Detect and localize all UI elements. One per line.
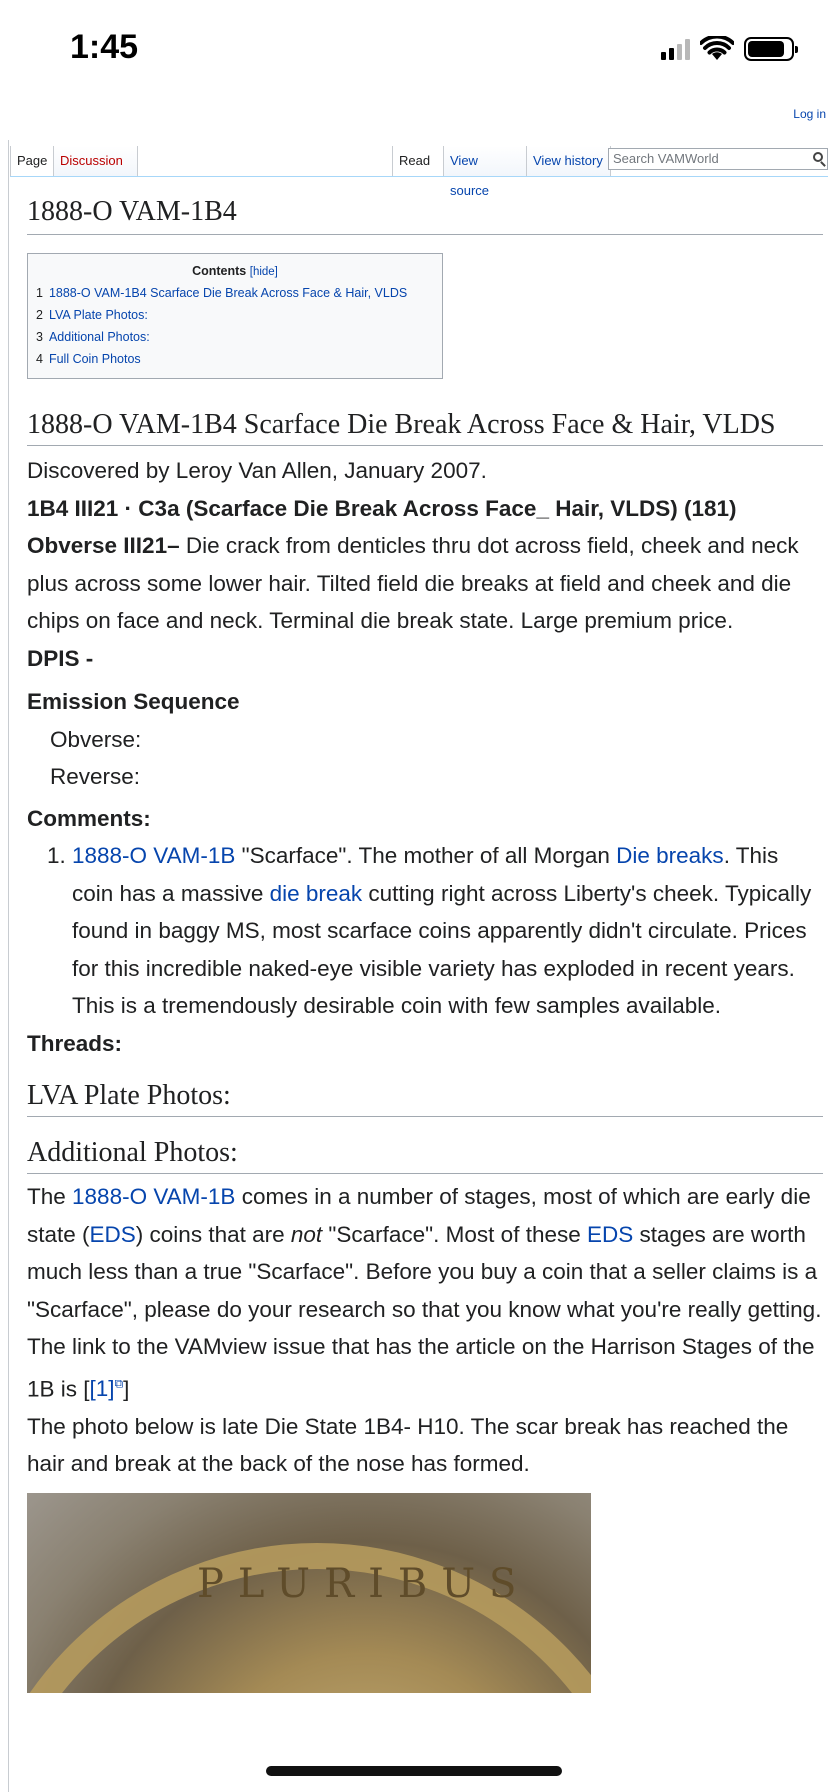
left-rail — [8, 140, 9, 1792]
status-icons — [661, 34, 794, 64]
emission-sequence-label: Emission Sequence — [27, 689, 240, 714]
toc-item-number: 4 — [36, 352, 43, 366]
emission-obverse: Obverse: — [50, 726, 142, 752]
table-of-contents — [27, 253, 443, 379]
link-die-breaks[interactable]: Die breaks — [616, 843, 724, 868]
search-icon[interactable] — [813, 152, 823, 162]
toc-item — [36, 330, 434, 344]
status-bar — [0, 0, 828, 100]
text-span: "Scarface". Most of these — [322, 1221, 587, 1247]
toc-item — [36, 352, 434, 366]
toc-item-link[interactable]: Full Coin Photos — [48, 352, 141, 366]
discovered-text: Discovered by Leroy Van Allen, January 2007. — [27, 458, 487, 483]
toc-item-number: 2 — [36, 308, 43, 322]
toc-item-link[interactable]: LVA Plate Photos: — [48, 308, 148, 322]
tab-discussion[interactable]: Discussion — [54, 146, 138, 176]
section-heading-additional-photos: Additional Photos: — [27, 1135, 823, 1174]
text-span: comes in a number of stages, most of which are early die state ( — [27, 1184, 811, 1247]
tab-page[interactable]: Page — [10, 146, 54, 176]
toc-hide-link[interactable]: [hide] — [249, 266, 278, 278]
comment-item — [72, 837, 823, 1025]
home-indicator[interactable] — [266, 1766, 562, 1776]
text-span: ) coins that are — [135, 1221, 291, 1247]
link-1888-o-vam-1b[interactable]: 1888-O VAM-1B — [72, 1184, 236, 1209]
additional-photos-text — [27, 1178, 823, 1408]
toc-item-number: 1 — [36, 286, 43, 300]
toc-item-number: 3 — [36, 330, 43, 344]
toc-title-text: Contents — [192, 264, 247, 278]
wifi-icon — [700, 36, 734, 62]
tab-underline — [10, 176, 828, 177]
comment-text: . This coin has a massive — [72, 843, 779, 906]
comments-list — [27, 837, 823, 1025]
link-die-break[interactable]: die break — [269, 880, 363, 906]
tab-read[interactable]: Read — [392, 146, 444, 176]
comment-text: cutting right across Liberty's cheek. Typically found in baggy MS, most scarface coins apparently didn't circulate. Prices for this incredible naked-eye visible variety has exploded in recent years. This is a tremendously desirable coin with few samples available. — [72, 880, 812, 1018]
login-link[interactable]: Log in — [793, 107, 826, 121]
obverse-label: Obverse III21– — [27, 533, 180, 558]
status-time: 1:45 — [70, 28, 139, 66]
obverse-description — [27, 527, 823, 640]
battery-icon — [744, 37, 794, 61]
link-eds[interactable]: EDS — [89, 1221, 136, 1247]
coin-lettering: PLURIBUS — [197, 1560, 531, 1607]
dpis-label: DPIS - — [27, 645, 94, 671]
search-input[interactable] — [608, 148, 828, 170]
toc-item — [36, 308, 434, 322]
coin-photo — [27, 1493, 591, 1693]
threads-label: Threads: — [27, 1030, 123, 1056]
emphasis-not: not — [290, 1221, 323, 1247]
emission-reverse: Reverse: — [50, 764, 141, 789]
comments-label: Comments: — [27, 805, 151, 831]
article-content — [27, 186, 823, 1693]
text-span: stages are worth much less than a true "Scarface". Before you buy a coin that a seller claims is a "Scarface", please do your research so that you know what you're really getting. The link to the VAMview issue that has the article on the Harrison Stages of the 1B is [ — [27, 1221, 822, 1401]
designation-text: 1B4 III21 · C3a (Scarface Die Break Across Face_ Hair, VLDS) (181) — [27, 495, 737, 521]
comment-text: "Scarface". The mother of all Morgan — [235, 843, 617, 868]
link-1888-o-vam-1b[interactable]: 1888-O VAM-1B — [72, 843, 236, 868]
link-eds[interactable]: EDS — [587, 1221, 634, 1247]
external-link-1[interactable] — [90, 1376, 124, 1401]
toc-item — [36, 286, 434, 300]
external-link-label: [1] — [89, 1376, 115, 1401]
signal-icon — [661, 38, 690, 60]
text-span: ] — [123, 1376, 130, 1401]
toc-item-link[interactable]: 1888-O VAM-1B4 Scarface Die Break Across Face & Hair, VLDS — [48, 286, 408, 300]
toc-item-link[interactable]: Additional Photos: — [48, 330, 150, 344]
section-heading-scarface: 1888-O VAM-1B4 Scarface Die Break Across Face & Hair, VLDS — [27, 407, 823, 446]
page-title: 1888-O VAM-1B4 — [27, 196, 823, 235]
text-span: The — [27, 1184, 73, 1209]
tab-view-history[interactable]: View history — [527, 146, 611, 176]
section-heading-lva-plate-photos: LVA Plate Photos: — [27, 1078, 823, 1117]
obverse-text: Die crack from denticles thru dot across field, cheek and neck plus across some lower hair. Tilted field die breaks at field and cheek and die chips on face and neck. Terminal die break state. Large premium price. — [27, 533, 799, 633]
photo-caption-text: The photo below is late Die State 1B4- H10. The scar break has reached the hair and break at the back of the nose has formed. — [27, 1413, 789, 1476]
tab-view-source[interactable]: View source — [444, 146, 527, 176]
external-link-icon: ⧉ — [114, 1376, 124, 1391]
toc-title — [36, 264, 434, 278]
search-placeholder: Search VAMWorld — [613, 151, 719, 166]
